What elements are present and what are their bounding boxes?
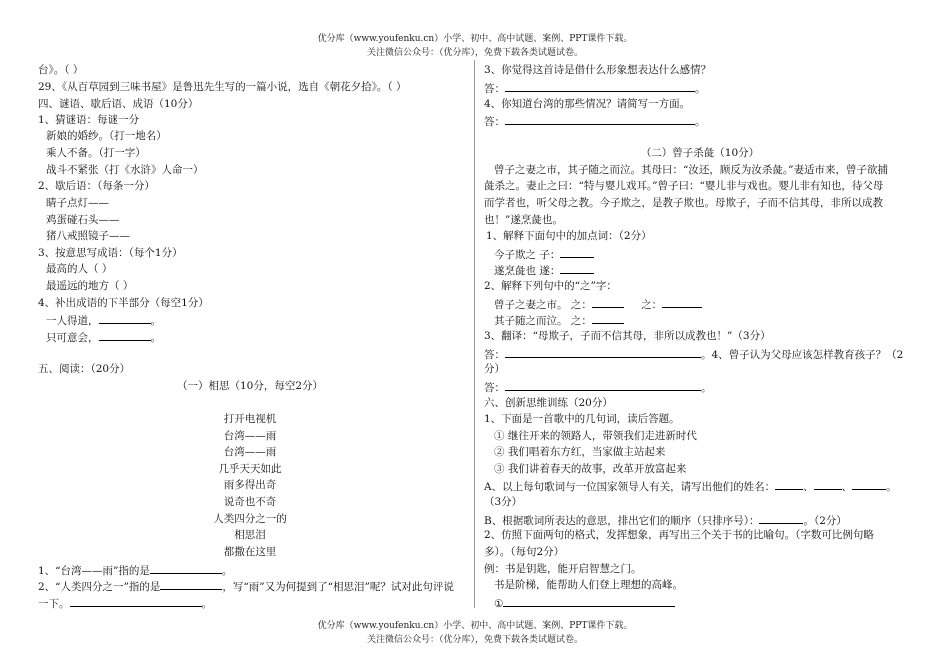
order-points: 。（2分） — [803, 515, 847, 527]
lyric-line-2: ② 我们唱着东方红，当家做主站起来 — [494, 446, 666, 458]
left-line-04: 1、猜谜语：每谜一分 — [38, 114, 140, 126]
right-line-26: （3分） — [484, 496, 523, 508]
metaphor-marker: ① — [494, 598, 504, 610]
story-line: 曾子之妻之市，其子随之而泣。其母曰：“汝还，顾反为汝杀彘。”妻适市来，曾子欲捕 — [494, 164, 888, 176]
right-line-15 — [494, 312, 624, 328]
answer-label: 答： — [484, 382, 505, 394]
footer-wechat-line: 关注微信公众号：（优分库），免费下载各类试题试卷。 — [366, 635, 583, 645]
answer-line-3 — [484, 346, 903, 362]
right-line-17b: 。4、曾子认为父母应该怎样教育孩子？（2 — [701, 349, 904, 361]
answer-period: 。 — [695, 116, 706, 128]
left-line-15: 4、补出成语的下半部分（每空1分） — [38, 297, 209, 309]
idiom-2-blank[interactable] — [99, 329, 151, 341]
section-heading-riddles: 四、谜语、歇后语、成语（10分） — [38, 98, 199, 110]
left-line-17 — [46, 329, 161, 345]
right-line-12 — [494, 262, 594, 278]
answer-blank-3[interactable] — [505, 346, 701, 358]
left-line-02: 29、《从百草园到三味书屋》是鲁迅先生写的一篇小说，选自《朝花夕拾》。（ ） — [38, 81, 407, 93]
poem-line: 雨多得出奇 — [223, 479, 277, 491]
column-divider — [474, 60, 475, 608]
poem-title: （一）相思（10分，每空2分） — [176, 380, 324, 392]
zhi-item-3: 其子随之而泣。 之： — [494, 315, 592, 327]
leaders-period: 。 — [886, 481, 897, 493]
poem-line: 说奇也不奇 — [223, 496, 277, 508]
poem-question-2-text-c: 一下。 — [38, 598, 70, 610]
sep: 、 — [841, 481, 853, 493]
left-line-09: 睛子点灯—— — [46, 197, 109, 209]
idiom-1-period: 。 — [150, 315, 161, 327]
header-wechat-line: 关注微信公众号：（优分库），免费下载各类试题试卷。 — [366, 48, 583, 58]
story-line: 而学者也，听父母之教。今子欺之，是教子欺也。母欺子，子而不信其母，非所以成教 — [484, 197, 883, 209]
poem-line: 几乎天天如此 — [218, 463, 282, 475]
left-line-01: 台》。（ ） — [38, 64, 84, 76]
word-blank-1[interactable] — [560, 246, 594, 258]
footer-site-line: 优分库（www.youfenku.cn）小学、初中、高中试题、案例、PPT课件下载。 — [317, 621, 633, 631]
zhi-blank-1[interactable] — [592, 296, 624, 308]
right-line-29: 多）。（每句2分） — [484, 546, 565, 558]
right-line-13: 2、解释下列句中的“之”字： — [484, 280, 617, 292]
left-line-05: 新娘的婚纱。（打一地名） — [46, 130, 167, 142]
left-line-14: 最遥远的地方（ ） — [46, 280, 134, 292]
right-line-14 — [494, 296, 702, 312]
zhi-item-2: 之： — [641, 299, 663, 311]
answer-label: 答： — [484, 349, 505, 361]
poem-question-2-text: 2、“人类四分之一”指的是 — [38, 581, 161, 593]
answer-line-4 — [484, 379, 712, 395]
poem-question-2-cont — [38, 595, 212, 611]
poem-question-2-answer-blank[interactable] — [70, 595, 202, 607]
right-line-01: 3、你觉得这首诗是借什么形象想表达什么感情？ — [484, 64, 712, 76]
left-line-07: 战斗不紧张（打《水浒》人命一） — [46, 164, 204, 176]
right-line-03: 4、你知道台湾的那些情况？请简写一方面。 — [484, 98, 691, 110]
leader-blank-3[interactable] — [852, 478, 886, 490]
left-line-12: 3、按意思写成语：（每个1分） — [38, 247, 183, 259]
leader-blank-2[interactable] — [814, 478, 842, 490]
idiom-2-text: 只可意会， — [46, 332, 99, 344]
answer-period: 。 — [695, 83, 706, 95]
left-line-06: 乘人不备。（打一字） — [46, 147, 146, 159]
poem-question-2-blank[interactable] — [160, 578, 222, 590]
poem-line: 台湾——雨 — [223, 430, 277, 442]
poem-question-1-text: 1、“台湾——雨”指的是 — [38, 565, 150, 577]
poem-line: 人类四分之一的 — [213, 513, 287, 525]
idiom-1-text: 一人得道， — [46, 315, 99, 327]
zhi-item-1: 曾子之妻之市。 之： — [494, 299, 592, 311]
zhi-blank-2[interactable] — [662, 296, 702, 308]
left-line-11: 猪八戒照镜子—— — [46, 230, 130, 242]
poem-line: 打开电视机 — [223, 413, 277, 425]
left-line-16 — [46, 312, 161, 328]
answer-blank-2[interactable] — [505, 113, 695, 125]
right-line-18: 分） — [484, 363, 505, 375]
answer-blank-1[interactable] — [505, 80, 695, 92]
left-line-10: 鸡蛋碰石头—— — [46, 214, 120, 226]
section-heading-creative: 六、创新思维训练（20分） — [484, 397, 613, 409]
header-site-line: 优分库（www.youfenku.cn）小学、初中、高中试题、案例、PPT课件下载。 — [317, 34, 633, 44]
answer-label: 答： — [484, 83, 505, 95]
lyric-line-3: ③ 我们讲着春天的故事，改革开放富起来 — [494, 463, 687, 475]
answer-blank-4[interactable] — [505, 379, 701, 391]
poem-question-1 — [38, 562, 232, 578]
right-line-25 — [484, 478, 897, 494]
metaphor-blank-1[interactable] — [503, 595, 675, 607]
answer-line-1 — [484, 80, 706, 96]
story-line: 也！”遂烹彘也。 — [484, 214, 563, 226]
poem-line: 台湾——雨 — [223, 446, 277, 458]
example-line-1: 例：书是钥匙，能开启智慧之门。 — [484, 563, 642, 575]
poem-question-2-text-b: ，写“雨”又为何提到了“相思泪”呢？试对此句评说 — [222, 581, 454, 593]
poem-line: 都撒在这里 — [223, 546, 277, 558]
metaphor-line-1 — [494, 595, 675, 611]
right-line-28: 2、仿照下面两句的格式，发挥想象，再写出三个关于书的比喻句。（字数可比例句略 — [484, 529, 874, 541]
leaders-question: A、以上每句歌词与一位国家领导人有关，请写出他们的姓名： — [484, 481, 776, 493]
answer-line-2 — [484, 113, 706, 129]
answer-period: 。 — [701, 382, 712, 394]
order-blank[interactable] — [759, 512, 803, 524]
word-item-2: 遂烹彘也 遂： — [494, 265, 561, 277]
poem-question-2-period: 。 — [201, 598, 212, 610]
story-title: （二）曾子杀彘（10分） — [640, 147, 760, 159]
zhi-blank-3[interactable] — [592, 312, 624, 324]
poem-line: 相思泪 — [234, 529, 266, 541]
answer-label: 答： — [484, 116, 505, 128]
left-line-08: 2、歇后语：（每条一分） — [38, 180, 155, 192]
word-item-1: 今子欺之 子： — [494, 249, 561, 261]
order-question: B、根据歌词所表达的意思，排出它们的顺序（只排序号）： — [484, 515, 760, 527]
poem-question-1-blank[interactable] — [150, 562, 222, 574]
poem-question-2 — [38, 578, 454, 594]
left-line-13: 最高的人（ ） — [46, 263, 113, 275]
story-line: 彘杀之。妻止之曰：“特与婴儿戏耳。”曾子曰：“婴儿非与戏也。婴儿非有知也，待父母 — [484, 180, 884, 192]
idiom-2-period: 。 — [150, 332, 161, 344]
sep: 、 — [803, 481, 814, 493]
word-blank-2[interactable] — [560, 262, 594, 274]
example-line-2: 书是阶梯，能帮助人们登上理想的高峰。 — [494, 579, 683, 591]
section-heading-reading: 五、阅读：（20分） — [38, 363, 131, 375]
right-line-16: 3、翻译：“母欺子，子而不信其母，非所以成教也！”（3分） — [484, 330, 771, 342]
right-line-10: 1、解释下面句中的加点词：（2分） — [486, 230, 652, 242]
poem-question-1-period: 。 — [221, 565, 233, 577]
right-line-27 — [484, 512, 847, 528]
lyric-line-1: ① 继往开来的领路人，带领我们走进新时代 — [494, 430, 697, 442]
leader-blank-1[interactable] — [775, 478, 803, 490]
idiom-1-blank[interactable] — [99, 312, 151, 324]
right-line-21: 1、下面是一首歌中的几句词，读后答题。 — [484, 413, 680, 425]
right-line-11 — [494, 246, 594, 262]
